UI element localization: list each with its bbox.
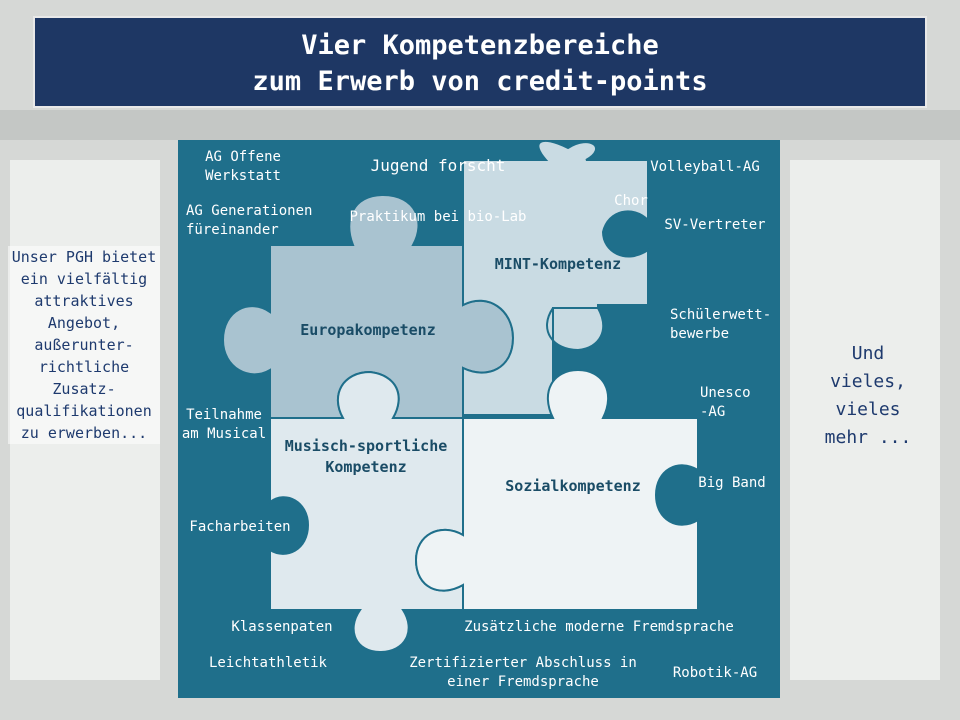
activity-unesco: Unesco -AG (700, 385, 751, 420)
activity-musical: Teilnahme am Musical (181, 407, 267, 442)
activity-volleyball: Volleyball-AG (650, 159, 760, 175)
activity-jugend-forscht: Jugend forscht (370, 156, 506, 175)
activity-big-band: Big Band (698, 475, 766, 491)
puzzle-piece-mint (463, 141, 648, 415)
activity-praktikum: Praktikum bei bio-Lab (349, 209, 527, 225)
activity-facharbeiten: Facharbeiten (189, 519, 291, 535)
puzzle-panel (178, 140, 780, 698)
activity-chor: Chor (614, 193, 648, 209)
activity-ag-offene-werkstatt: AG Offene Werkstatt (205, 149, 281, 184)
activity-robotik: Robotik-AG (672, 665, 758, 681)
area-musisch: Musisch-sportliche Kompetenz (284, 437, 448, 476)
activity-ag-generationen: AG Generationen füreinander (186, 203, 313, 238)
area-europa: Europakompetenz (300, 321, 436, 339)
activity-sv: SV-Vertreter (664, 217, 766, 233)
title-line-1: Vier Kompetenzbereiche (301, 30, 659, 61)
activity-klassenpaten: Klassenpaten (231, 619, 333, 635)
area-mint: MINT-Kompetenz (494, 255, 622, 273)
activity-fremdsprache: Zusätzliche moderne Fremdsprache (464, 619, 734, 635)
activity-zertifikat: Zertifizierter Abschluss in einer Fremdsprache (409, 655, 637, 690)
background-band (0, 110, 960, 140)
activity-schuelerwett: Schülerwett-bewerbe (670, 307, 772, 342)
title-banner (35, 18, 925, 106)
area-sozial: Sozialkompetenz (505, 477, 641, 495)
left-note: Unser PGH bietet ein vielfältig attraktives Angebot, außerunter-richtliche Zusatz-qualifikationen zu erwerben... (8, 246, 160, 444)
right-note: Und vieles, vieles mehr ... (824, 343, 912, 448)
activity-leichtathletik: Leichtathletik (208, 655, 327, 671)
title-line-2: zum Erwerb von credit-points (252, 66, 708, 97)
